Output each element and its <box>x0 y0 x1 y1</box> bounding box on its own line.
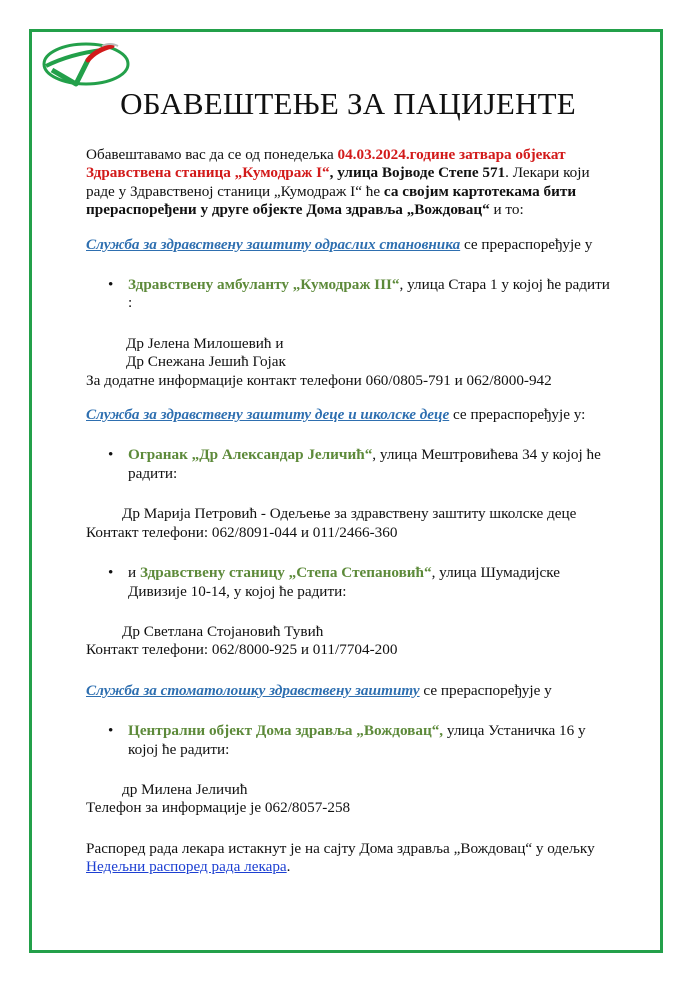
bullet-icon: • <box>108 276 114 294</box>
adults-service-link[interactable]: Служба за здравствену заштиту одраслих становника <box>86 235 461 253</box>
branch-name: Огранак „Др Александар Јеличић“ <box>128 446 373 464</box>
section-text: се прераспоређује у <box>419 681 552 699</box>
children-service-link[interactable]: Служба за здравствену заштиту деце и школске деце <box>86 406 450 424</box>
station-address: , улица Шумадијске Дивизије 10-14, у којој ће радити: <box>128 564 560 600</box>
contact-info: За додатне информације контакт телефони 060/0805-791 и 062/8000-942 <box>86 371 552 389</box>
central-object-address: улица Устаничка 16 у којој ће радити: <box>128 722 586 758</box>
doctor-name: др Милена Јеличић <box>122 780 248 798</box>
bullet-icon: • <box>108 564 114 582</box>
doctor-name: Др Светлана Стојановић Тувић <box>122 622 324 640</box>
footer-end: . <box>286 858 291 876</box>
list-item <box>86 564 612 601</box>
section-text: се прераспоређује у: <box>449 406 586 424</box>
doctor-name: Др Јелена Милошевић и <box>126 334 284 352</box>
dental-service-link[interactable]: Служба за стоматолошку здравствену заштиту <box>86 681 420 699</box>
contact-info: Контакт телефони: 062/8091-044 и 011/2466-360 <box>86 523 398 541</box>
health-center-logo <box>40 40 132 88</box>
contact-info: Контакт телефони: 062/8000-925 и 011/7704-200 <box>86 641 398 659</box>
bullet-icon: • <box>108 722 114 740</box>
branch-address: , улица Мештровићева 34 у којој ће радити: <box>128 446 601 482</box>
list-item <box>86 722 612 759</box>
intro-text: Обавештавамо вас да се од понедељка <box>86 146 338 163</box>
reassignment-note: са својим картотекама бити прераспоређени у друге објекте Дома здравља „Вождовац“ <box>86 182 577 219</box>
station-name: Здравствену станицу „Степа Степановић“ <box>139 564 432 582</box>
doctor-name: Др Снежана Јешић Гојак <box>126 353 286 371</box>
page-title: ОБАВЕШТЕЊЕ ЗА ПАЦИЈЕНТЕ <box>120 86 576 121</box>
contact-info: Телефон за информације је 062/8057-258 <box>86 799 351 817</box>
closing-date-object: 04.03.2024.године затвара објекат Здравствена станица „Кумодраж I“ <box>86 146 566 182</box>
footer-text: Распоред рада лекара истакнут је на сајту Дома здравља „Вождовац“ у одељку <box>86 839 595 857</box>
bullet-icon: • <box>108 446 114 464</box>
intro-paragraph <box>86 146 612 220</box>
list-item <box>86 446 612 483</box>
intro-text-3: и то: <box>489 201 524 219</box>
ambulance-address: , улица Стара 1 у којој ће радити : <box>128 276 610 312</box>
section-text: се прераспоређује у <box>460 235 593 253</box>
central-object-name: Централни објект Дома здравља „Вождовац“, <box>128 722 444 740</box>
section-dental-heading <box>86 682 612 700</box>
intro-text-2: . Лекари који раде у Здравственој станици „Кумодраж I“ ће <box>86 164 590 200</box>
doctor-name: Др Марија Петровић - Одељење за здравствену заштиту школске деце <box>122 505 577 523</box>
section-adults-heading <box>86 236 612 254</box>
notice-body <box>86 146 612 877</box>
list-prefix: и <box>128 564 140 582</box>
weekly-schedule-link[interactable]: Недељни распоред рада лекара <box>86 858 287 876</box>
section-children-heading <box>86 406 612 424</box>
list-item <box>86 276 612 313</box>
ambulance-name: Здравствену амбуланту „Кумодраж III“ <box>128 276 400 294</box>
footer-paragraph <box>86 840 612 877</box>
closing-address: , улица Војводе Степе 571 <box>329 164 506 182</box>
